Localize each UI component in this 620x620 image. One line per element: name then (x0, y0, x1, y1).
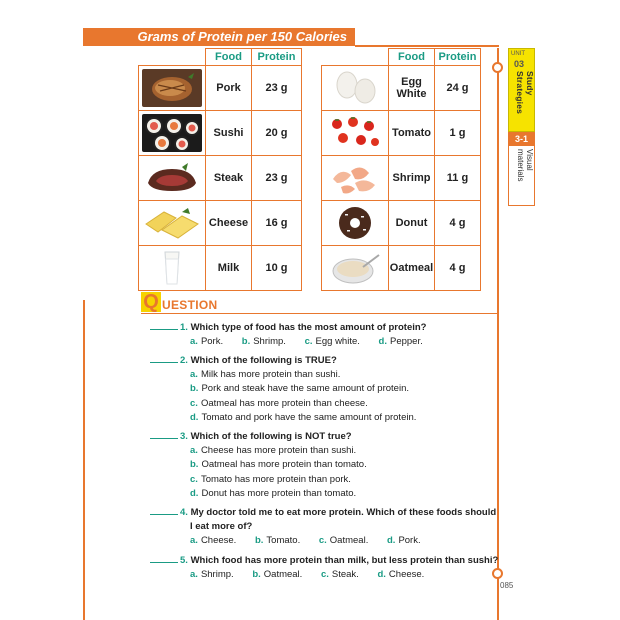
question-2 (150, 355, 417, 423)
option[interactable]: d. Tomato and pork have the same amount of protein. (190, 412, 417, 423)
question-3 (150, 431, 367, 499)
food-name: Oatmeal (389, 246, 435, 291)
tomatoes-icon (325, 114, 385, 152)
question-header-letter: Q (141, 292, 161, 312)
question-5 (150, 555, 499, 580)
option[interactable]: c. Oatmeal has more protein than cheese. (190, 398, 368, 409)
cheese-icon (142, 204, 202, 242)
question-text: My doctor told me to eat more protein. Which of these foods should (190, 507, 497, 518)
question-4 (150, 507, 497, 546)
option[interactable]: c. Tomato has more protein than pork. (190, 474, 351, 485)
answer-blank[interactable] (150, 562, 178, 563)
food-name: Shrimp (389, 156, 435, 201)
food-name: Donut (389, 201, 435, 246)
table-row (139, 111, 302, 156)
food-column-header: Food (389, 49, 435, 66)
protein-value: 16 g (252, 201, 302, 246)
steak-icon (142, 159, 202, 197)
answer-blank[interactable] (150, 362, 178, 363)
milk-icon (142, 249, 202, 287)
option[interactable]: a. Shrimp. (190, 569, 234, 580)
binder-ring-icon (492, 62, 503, 73)
food-image-cell (322, 156, 389, 201)
image-column-header (322, 49, 389, 66)
food-name: Tomato (389, 111, 435, 156)
option[interactable]: b. Tomato. (254, 535, 301, 546)
question-number: 3. (180, 431, 188, 442)
protein-value: 4 g (435, 246, 481, 291)
question-number: 2. (180, 355, 188, 366)
page-number: 085 (500, 581, 514, 590)
option[interactable]: d. Cheese. (377, 569, 425, 580)
option[interactable]: b. Shrimp. (241, 336, 286, 347)
unit-tab (508, 48, 535, 132)
option[interactable]: b. Oatmeal. (252, 569, 303, 580)
food-name: Cheese (206, 201, 252, 246)
protein-value: 11 g (435, 156, 481, 201)
title-rule (355, 45, 499, 47)
food-name: Pork (206, 66, 252, 111)
table-row (139, 66, 302, 111)
table-row (322, 156, 481, 201)
protein-value: 4 g (435, 201, 481, 246)
question-number: 1. (180, 322, 188, 333)
food-name: Egg White (389, 66, 435, 111)
food-image-cell (139, 111, 206, 156)
protein-value: 23 g (252, 66, 302, 111)
protein-value: 10 g (252, 246, 302, 291)
food-image-cell (139, 66, 206, 111)
question-text: Which of the following is NOT true? (190, 431, 352, 442)
chart-title: Grams of Protein per 150 Calories (83, 28, 355, 46)
donut-icon (325, 204, 385, 242)
option[interactable]: c. Steak. (320, 569, 359, 580)
question-number: 5. (180, 555, 188, 566)
options-row (190, 535, 437, 546)
page-frame-left (83, 300, 85, 620)
table-row (139, 201, 302, 246)
table-row (322, 111, 481, 156)
answer-blank[interactable] (150, 514, 178, 515)
eggs-icon (325, 69, 385, 107)
subsection-title: Visual materials (516, 149, 534, 182)
food-column-header: Food (206, 49, 252, 66)
question-header-rule (141, 313, 497, 314)
subsection-number: 3-1 (509, 133, 534, 146)
unit-label: UNIT (511, 51, 525, 57)
answer-blank[interactable] (150, 438, 178, 439)
protein-column-header: Protein (252, 49, 302, 66)
food-image-cell (322, 66, 389, 111)
question-1 (150, 322, 427, 347)
protein-column-header: Protein (435, 49, 481, 66)
question-text: Which food has more protein than milk, but less protein than sushi? (190, 555, 499, 566)
table-row (322, 201, 481, 246)
question-number: 4. (180, 507, 188, 518)
option[interactable]: c. Oatmeal. (318, 535, 369, 546)
food-name: Steak (206, 156, 252, 201)
oatmeal-icon (325, 249, 385, 287)
protein-table-right (321, 48, 481, 291)
option[interactable]: a. Cheese has more protein than sushi. (190, 445, 357, 456)
protein-value: 23 g (252, 156, 302, 201)
table-row (139, 246, 302, 291)
protein-value: 24 g (435, 66, 481, 111)
protein-value: 1 g (435, 111, 481, 156)
food-image-cell (139, 201, 206, 246)
option[interactable]: d. Donut has more protein than tomato. (190, 488, 357, 499)
options-row (190, 569, 440, 580)
table-row (139, 156, 302, 201)
unit-number: 03 (514, 59, 525, 69)
subsection-tab (508, 132, 535, 206)
food-image-cell (322, 111, 389, 156)
food-image-cell (139, 156, 206, 201)
page-frame-right (497, 48, 499, 620)
question-text: Which of the following is TRUE? (190, 355, 337, 366)
binder-ring-icon (492, 568, 503, 579)
option[interactable]: d. Pork. (386, 535, 421, 546)
shrimp-icon (325, 159, 385, 197)
protein-table-left (138, 48, 302, 291)
option[interactable]: b. Pork and steak have the same amount of protein. (190, 383, 409, 394)
answer-blank[interactable] (150, 329, 178, 330)
option[interactable]: b. Oatmeal has more protein than tomato. (190, 459, 367, 470)
option[interactable]: a. Milk has more protein than sushi. (190, 369, 341, 380)
food-image-cell (322, 246, 389, 291)
sushi-icon (142, 114, 202, 152)
food-image-cell (139, 246, 206, 291)
image-column-header (139, 49, 206, 66)
pork-chop-icon (142, 69, 202, 107)
protein-value: 20 g (252, 111, 302, 156)
question-header: UESTION (162, 298, 218, 312)
section-title: Study Strategies (515, 71, 535, 115)
options-row (190, 336, 439, 347)
food-name: Milk (206, 246, 252, 291)
question-text-continued: I eat more of? (190, 521, 253, 532)
table-row (322, 246, 481, 291)
option[interactable]: a. Cheese. (190, 535, 237, 546)
question-text: Which type of food has the most amount of protein? (190, 322, 427, 333)
food-name: Sushi (206, 111, 252, 156)
table-row (322, 66, 481, 111)
food-image-cell (322, 201, 389, 246)
option[interactable]: a. Pork. (190, 336, 224, 347)
option[interactable]: c. Egg white. (304, 336, 360, 347)
option[interactable]: d. Pepper. (378, 336, 423, 347)
